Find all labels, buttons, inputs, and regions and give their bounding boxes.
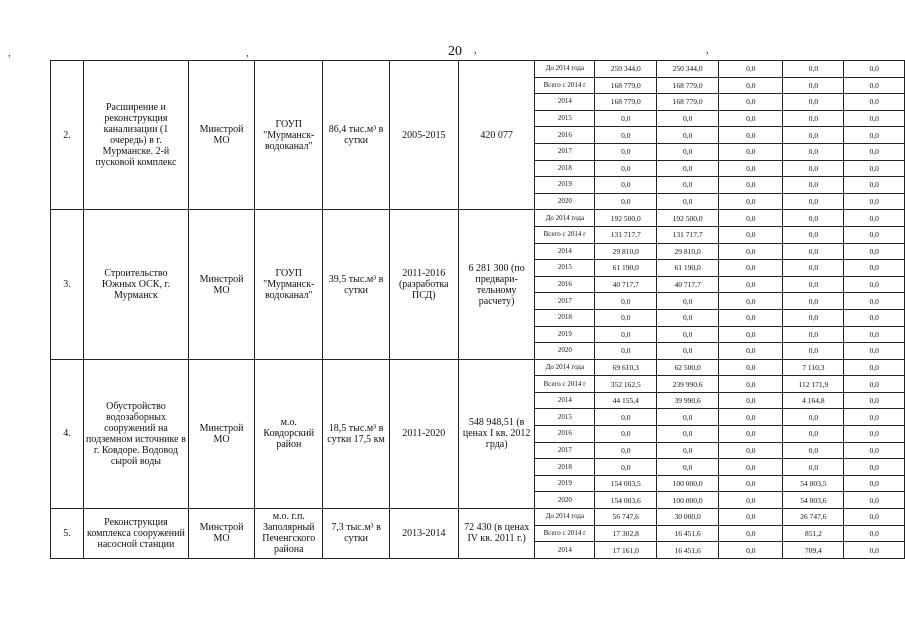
funding-value: 0,0 <box>844 459 905 476</box>
funding-value: 0,0 <box>783 94 844 111</box>
funding-value: 0,0 <box>719 160 783 177</box>
funding-value: 0,0 <box>657 177 719 194</box>
funding-value: 0,0 <box>657 110 719 127</box>
project-period: 2011-2016 (разработка ПСД) <box>389 210 458 359</box>
funding-value: 250 344,0 <box>657 61 719 78</box>
project-period: 2011-2020 <box>389 359 458 508</box>
funding-value: 26 747,6 <box>783 509 844 526</box>
funding-value: 0,0 <box>844 359 905 376</box>
year-label: 2019 <box>535 326 595 343</box>
funding-value: 0,0 <box>719 61 783 78</box>
funding-value: 0,0 <box>657 442 719 459</box>
table-body <box>51 61 905 559</box>
funding-value: 0,0 <box>719 94 783 111</box>
project-period: 2005-2015 <box>389 61 458 210</box>
funding-value: 0,0 <box>783 193 844 210</box>
funding-value: 0,0 <box>595 442 657 459</box>
funding-value: 0,0 <box>595 459 657 476</box>
funding-value: 0,0 <box>783 226 844 243</box>
funding-value: 0,0 <box>719 409 783 426</box>
funding-value: 168 779,0 <box>595 94 657 111</box>
year-label: 2018 <box>535 309 595 326</box>
page-number: 20 <box>448 44 462 59</box>
funding-value: 0,0 <box>719 376 783 393</box>
funding-value: 0,0 <box>657 143 719 160</box>
project-no: 3. <box>51 210 84 359</box>
funding-value: 0,0 <box>719 177 783 194</box>
funding-value: 0,0 <box>844 492 905 509</box>
year-label: 2014 <box>535 392 595 409</box>
project-ministry: Минстрой МО <box>188 61 254 210</box>
year-label: До 2014 года <box>535 359 595 376</box>
funding-value: 0,0 <box>719 426 783 443</box>
funding-value: 0,0 <box>783 260 844 277</box>
funding-value: 0,0 <box>719 343 783 360</box>
funding-value: 0,0 <box>844 276 905 293</box>
funding-value: 4 164,8 <box>783 392 844 409</box>
funding-value: 0,0 <box>719 392 783 409</box>
project-name: Расширение и реконструкция канализации (1 очередь) в г. Мурманске. 2-й пусковой комплекс <box>83 61 188 210</box>
funding-value: 0,0 <box>844 376 905 393</box>
year-label: 2019 <box>535 177 595 194</box>
funding-value: 69 610,3 <box>595 359 657 376</box>
project-ministry: Минстрой МО <box>188 509 254 559</box>
year-label: До 2014 года <box>535 61 595 78</box>
year-label: 2015 <box>535 110 595 127</box>
funding-value: 0,0 <box>595 143 657 160</box>
funding-value: 0,0 <box>783 326 844 343</box>
scan-mark: , <box>474 44 477 56</box>
funding-value: 0,0 <box>595 177 657 194</box>
funding-value: 154 003,5 <box>595 475 657 492</box>
funding-value: 0,0 <box>719 442 783 459</box>
funding-value: 0,0 <box>844 509 905 526</box>
funding-value: 0,0 <box>719 127 783 144</box>
table-row <box>51 359 905 376</box>
funding-value: 100 000,0 <box>657 492 719 509</box>
funding-value: 0,0 <box>719 359 783 376</box>
funding-value: 0,0 <box>719 193 783 210</box>
project-no: 5. <box>51 509 84 559</box>
funding-value: 239 990,6 <box>657 376 719 393</box>
funding-value: 0,0 <box>719 542 783 559</box>
year-label: 2017 <box>535 293 595 310</box>
year-label: Всего с 2014 г <box>535 376 595 393</box>
funding-value: 112 171,9 <box>783 376 844 393</box>
funding-value: 0,0 <box>844 110 905 127</box>
year-label: 2018 <box>535 160 595 177</box>
project-ministry: Минстрой МО <box>188 210 254 359</box>
funding-value: 352 162,5 <box>595 376 657 393</box>
funding-value: 0,0 <box>844 343 905 360</box>
funding-value: 0,0 <box>844 409 905 426</box>
funding-value: 40 717,7 <box>657 276 719 293</box>
funding-value: 0,0 <box>844 392 905 409</box>
funding-value: 0,0 <box>783 293 844 310</box>
funding-value: 0,0 <box>844 542 905 559</box>
funding-value: 0,0 <box>844 260 905 277</box>
funding-value: 0,0 <box>595 309 657 326</box>
year-label: 2016 <box>535 426 595 443</box>
funding-value: 7 110,3 <box>783 359 844 376</box>
year-label: 2015 <box>535 260 595 277</box>
funding-value: 0,0 <box>719 110 783 127</box>
funding-value: 168 779,0 <box>595 77 657 94</box>
project-cost: 6 281 300 (по предвари-тельному расчету) <box>458 210 534 359</box>
funding-value: 168 779,0 <box>657 77 719 94</box>
project-ministry: Минстрой МО <box>188 359 254 508</box>
funding-value: 0,0 <box>783 426 844 443</box>
funding-value: 192 500,0 <box>657 210 719 227</box>
project-no: 2. <box>51 61 84 210</box>
funding-value: 0,0 <box>657 459 719 476</box>
funding-value: 0,0 <box>595 110 657 127</box>
funding-value: 0,0 <box>719 276 783 293</box>
project-executor: м.о. Ковдорский район <box>255 359 323 508</box>
project-name: Строительство Южных ОСК, г. Мурманск <box>83 210 188 359</box>
funding-value: 0,0 <box>595 293 657 310</box>
funding-value: 0,0 <box>844 309 905 326</box>
year-label: 2016 <box>535 127 595 144</box>
year-label: 2014 <box>535 542 595 559</box>
project-cost: 548 948,51 (в ценах I кв. 2012 грда) <box>458 359 534 508</box>
year-label: 2020 <box>535 343 595 360</box>
project-cost: 420 077 <box>458 61 534 210</box>
funding-value: 0,0 <box>719 226 783 243</box>
funding-value: 0,0 <box>657 193 719 210</box>
funding-value: 0,0 <box>783 210 844 227</box>
funding-value: 154 003,6 <box>595 492 657 509</box>
funding-value: 0,0 <box>844 426 905 443</box>
funding-value: 44 155,4 <box>595 392 657 409</box>
funding-value: 0,0 <box>719 326 783 343</box>
funding-value: 0,0 <box>719 509 783 526</box>
project-capacity: 18,5 тыс.м³ в сутки 17,5 км <box>323 359 389 508</box>
funding-value: 0,0 <box>595 160 657 177</box>
funding-value: 0,0 <box>844 525 905 542</box>
table-row <box>51 509 905 526</box>
funding-value: 17 161,0 <box>595 542 657 559</box>
funding-value: 61 190,0 <box>595 260 657 277</box>
funding-value: 0,0 <box>783 160 844 177</box>
funding-value: 709,4 <box>783 542 844 559</box>
year-label: Всего с 2014 г <box>535 226 595 243</box>
funding-value: 0,0 <box>783 77 844 94</box>
year-label: 2017 <box>535 442 595 459</box>
funding-value: 0,0 <box>844 210 905 227</box>
funding-value: 0,0 <box>783 409 844 426</box>
year-label: До 2014 года <box>535 210 595 227</box>
funding-value: 0,0 <box>719 459 783 476</box>
funding-value: 0,0 <box>657 293 719 310</box>
funding-value: 0,0 <box>844 226 905 243</box>
scan-mark: , <box>8 47 11 59</box>
project-capacity: 7,3 тыс.м³ в сутки <box>323 509 389 559</box>
year-label: До 2014 года <box>535 509 595 526</box>
funding-value: 56 747,6 <box>595 509 657 526</box>
funding-value: 0,0 <box>657 160 719 177</box>
year-label: 2014 <box>535 94 595 111</box>
funding-value: 0,0 <box>595 326 657 343</box>
funding-value: 0,0 <box>719 210 783 227</box>
funding-value: 0,0 <box>783 243 844 260</box>
funding-value: 62 500,0 <box>657 359 719 376</box>
funding-value: 0,0 <box>844 475 905 492</box>
project-no: 4. <box>51 359 84 508</box>
project-executor: ГОУП "Мурманск-водоканал" <box>255 210 323 359</box>
project-capacity: 39,5 тыс.м³ в сутки <box>323 210 389 359</box>
funding-value: 0,0 <box>783 143 844 160</box>
funding-value: 0,0 <box>595 343 657 360</box>
year-label: 2020 <box>535 492 595 509</box>
funding-value: 54 003,5 <box>783 475 844 492</box>
funding-value: 0,0 <box>783 110 844 127</box>
funding-value: 0,0 <box>783 343 844 360</box>
funding-value: 0,0 <box>657 326 719 343</box>
funding-value: 29 810,0 <box>657 243 719 260</box>
funding-value: 0,0 <box>844 193 905 210</box>
funding-value: 0,0 <box>719 77 783 94</box>
funding-value: 40 717,7 <box>595 276 657 293</box>
funding-value: 131 717,7 <box>657 226 719 243</box>
year-label: 2016 <box>535 276 595 293</box>
year-label: 2018 <box>535 459 595 476</box>
table-row <box>51 61 905 78</box>
funding-value: 168 779,0 <box>657 94 719 111</box>
funding-value: 0,0 <box>719 260 783 277</box>
project-name: Реконструкция комплекса сооружений насосной станции <box>83 509 188 559</box>
year-label: Всего с 2014 г <box>535 77 595 94</box>
funding-value: 0,0 <box>783 61 844 78</box>
funding-value: 0,0 <box>719 492 783 509</box>
funding-value: 0,0 <box>719 525 783 542</box>
funding-value: 0,0 <box>844 160 905 177</box>
project-executor: м.о. г.п. Заполярный Печенгского района <box>255 509 323 559</box>
funding-value: 0,0 <box>657 343 719 360</box>
funding-value: 0,0 <box>783 442 844 459</box>
year-label: 2019 <box>535 475 595 492</box>
funding-value: 0,0 <box>595 193 657 210</box>
funding-value: 0,0 <box>595 127 657 144</box>
funding-value: 0,0 <box>783 459 844 476</box>
year-label: Всего с 2014 г <box>535 525 595 542</box>
funding-value: 0,0 <box>844 177 905 194</box>
funding-value: 192 500,0 <box>595 210 657 227</box>
funding-value: 0,0 <box>783 309 844 326</box>
funding-value: 17 302,8 <box>595 525 657 542</box>
funding-value: 0,0 <box>783 276 844 293</box>
funding-value: 0,0 <box>719 309 783 326</box>
funding-value: 0,0 <box>657 426 719 443</box>
funding-value: 100 000,0 <box>657 475 719 492</box>
funding-value: 29 810,0 <box>595 243 657 260</box>
funding-value: 39 990,6 <box>657 392 719 409</box>
funding-value: 30 000,0 <box>657 509 719 526</box>
funding-value: 0,0 <box>844 94 905 111</box>
funding-value: 0,0 <box>595 409 657 426</box>
scan-mark: , <box>706 44 709 56</box>
funding-value: 0,0 <box>595 426 657 443</box>
funding-value: 0,0 <box>719 475 783 492</box>
funding-value: 0,0 <box>657 309 719 326</box>
funding-value: 131 717,7 <box>595 226 657 243</box>
funding-value: 0,0 <box>844 293 905 310</box>
table-row <box>51 210 905 227</box>
project-capacity: 86,4 тыс.м³ в сутки <box>323 61 389 210</box>
funding-value: 0,0 <box>783 127 844 144</box>
year-label: 2020 <box>535 193 595 210</box>
funding-value: 54 003,6 <box>783 492 844 509</box>
funding-value: 0,0 <box>844 127 905 144</box>
funding-value: 0,0 <box>844 77 905 94</box>
funding-value: 0,0 <box>844 243 905 260</box>
project-cost: 72 430 (в ценах IV кв. 2011 г.) <box>458 509 534 559</box>
year-label: 2014 <box>535 243 595 260</box>
funding-value: 0,0 <box>844 143 905 160</box>
funding-value: 250 344,0 <box>595 61 657 78</box>
funding-value: 0,0 <box>657 127 719 144</box>
year-label: 2015 <box>535 409 595 426</box>
project-period: 2013-2014 <box>389 509 458 559</box>
funding-value: 16 451,6 <box>657 542 719 559</box>
funding-value: 0,0 <box>657 409 719 426</box>
funding-value: 0,0 <box>844 61 905 78</box>
project-executor: ГОУП "Мурманск-водоканал" <box>255 61 323 210</box>
funding-value: 16 451,6 <box>657 525 719 542</box>
funding-value: 0,0 <box>719 243 783 260</box>
funding-value: 851,2 <box>783 525 844 542</box>
project-name: Обустройство водозаборных сооружений на подземном источнике в г. Ковдоре. Водовод сырой воды <box>83 359 188 508</box>
funding-value: 0,0 <box>844 442 905 459</box>
year-label: 2017 <box>535 143 595 160</box>
funding-value: 0,0 <box>783 177 844 194</box>
funding-value: 61 190,0 <box>657 260 719 277</box>
investment-program-table <box>50 60 905 559</box>
funding-value: 0,0 <box>719 293 783 310</box>
funding-value: 0,0 <box>844 326 905 343</box>
funding-value: 0,0 <box>719 143 783 160</box>
scan-mark: , <box>246 47 249 59</box>
